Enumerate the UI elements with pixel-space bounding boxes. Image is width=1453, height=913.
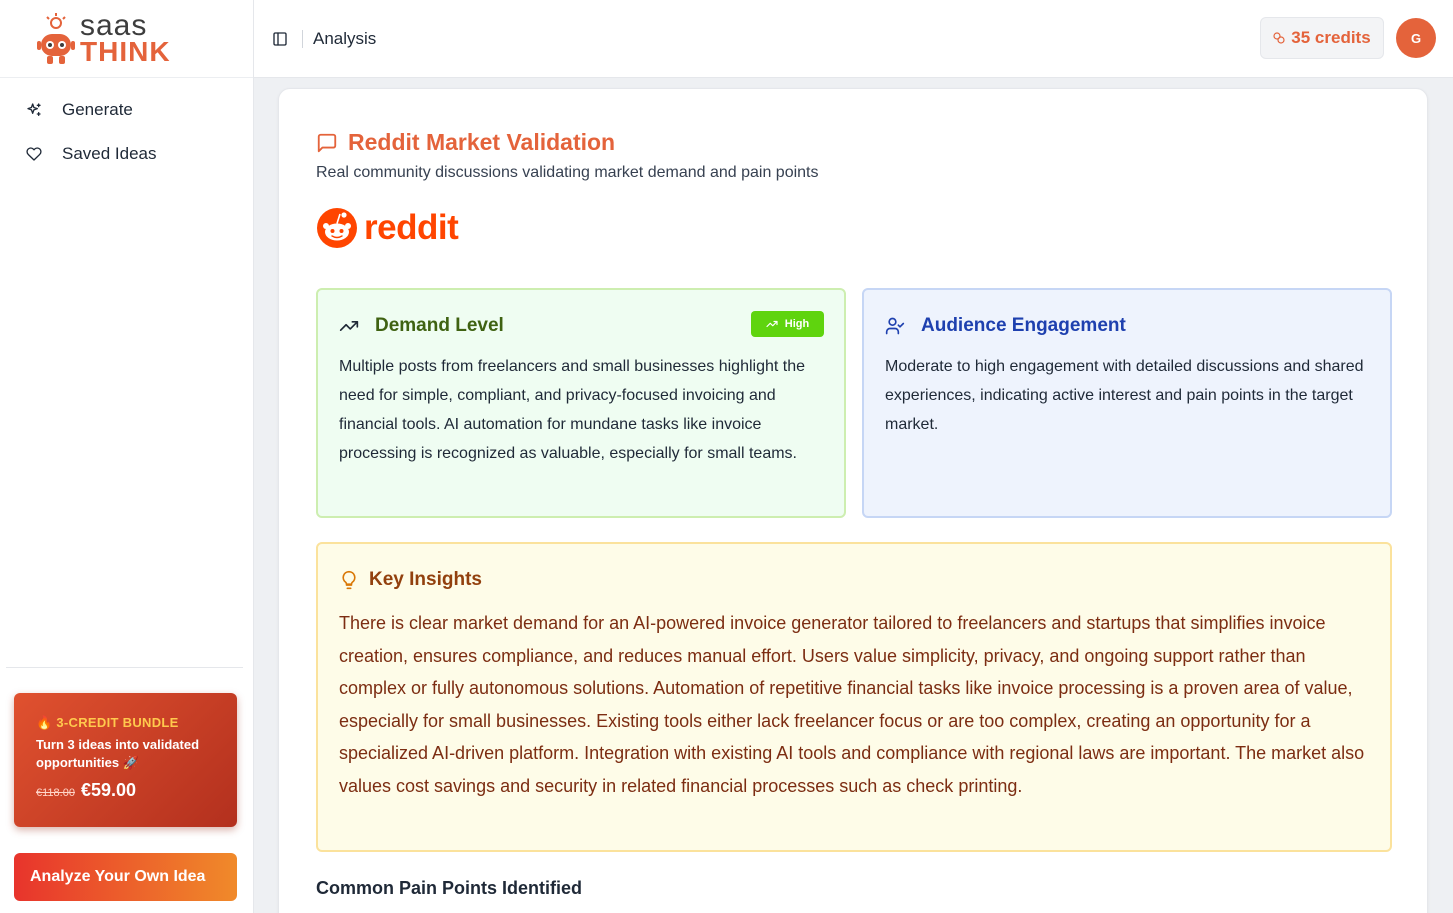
bundle-tag: 🔥 3-CREDIT BUNDLE <box>36 715 179 730</box>
trending-up-icon <box>339 316 359 336</box>
coins-icon <box>1273 32 1285 44</box>
demand-level-card <box>316 288 846 518</box>
sidebar-nav <box>0 78 253 176</box>
user-avatar[interactable]: G <box>1396 18 1436 58</box>
logo-text <box>80 8 171 67</box>
bundle-new-price: €59.00 <box>80 780 137 800</box>
user-check-icon <box>885 316 905 336</box>
breadcrumb: Analysis <box>313 28 377 48</box>
lightbulb-icon <box>339 570 359 590</box>
bundle-price <box>36 780 215 801</box>
demand-level-badge-label: High <box>784 318 810 330</box>
logo-line-2: THINK <box>80 35 171 67</box>
section-title <box>316 129 615 156</box>
header-separator <box>302 30 303 48</box>
sidebar-item-saved-ideas[interactable] <box>0 132 253 176</box>
demand-level-text: Multiple posts from freelancers and small businesses highlight the need for simple, compliant, and privacy-focused invoicing and financial tools. AI automation for mundane tasks like invoice processing is recognized as valuable, especially for small teams. <box>339 358 806 462</box>
reddit-icon <box>316 207 358 249</box>
sidebar-item-label: Generate <box>62 100 133 119</box>
robot-logo-icon <box>36 12 76 66</box>
reddit-wordmark: reddit <box>364 208 459 247</box>
audience-engagement-header <box>885 312 1369 340</box>
credits-button[interactable] <box>1260 17 1384 59</box>
sidebar-item-label: Saved Ideas <box>62 144 157 163</box>
reddit-logo <box>316 207 458 249</box>
key-insights-card <box>316 542 1392 852</box>
sidebar-item-generate[interactable] <box>0 88 253 132</box>
trending-up-icon <box>766 318 778 330</box>
key-insights-header <box>339 566 1369 594</box>
key-insights-text: There is clear market demand for an AI-powered invoice generator tailored to freelancers and startups that simplifies invoice creation, ensures compliance, and reduces manual effort. Users value simplicity, privacy, and ongoing support rather than complex or fully autonomous solutions. Automation of repetitive financial tasks like invoice processing is a proven area of value, especially for small businesses. Existing tools either lack freelancer focus or are too complex, creating an opportunity for a specialized AI-driven platform. Integration with existing AI tools and compliance with regional laws are important. The market also values cost savings and security in related financial processes such as check printing. <box>339 613 1365 796</box>
section-subtitle: Real community discussions validating market demand and pain points <box>316 164 819 181</box>
bundle-old-price: €118.00 <box>36 787 75 799</box>
top-header <box>254 0 1453 78</box>
pain-points-heading: Common Pain Points Identified <box>316 878 583 898</box>
credits-count: 35 credits <box>1291 28 1371 47</box>
sidebar <box>0 0 254 913</box>
audience-engagement-text: Moderate to high engagement with detailed discussions and shared experiences, indicating active interest and pain points in the target market. <box>885 358 1364 433</box>
credit-bundle-promo[interactable] <box>14 693 237 827</box>
sidebar-divider <box>6 667 243 668</box>
section-title-text: Reddit Market Validation <box>348 129 616 155</box>
key-insights-title: Key Insights <box>369 569 482 590</box>
sidebar-toggle-icon[interactable] <box>272 31 288 47</box>
analysis-card <box>278 88 1428 913</box>
analyze-own-idea-button[interactable]: Analyze Your Own Idea <box>14 853 237 901</box>
audience-engagement-title: Audience Engagement <box>921 315 1126 336</box>
logo[interactable] <box>0 0 253 78</box>
logo-line-1: saas <box>80 8 148 42</box>
demand-level-title: Demand Level <box>375 315 504 336</box>
demand-level-badge <box>751 311 824 337</box>
bundle-description: Turn 3 ideas into validated opportunities 🚀 <box>36 737 200 770</box>
audience-engagement-card <box>862 288 1392 518</box>
heart-icon <box>26 146 42 162</box>
sparkles-icon <box>26 102 42 118</box>
message-square-icon <box>316 132 338 154</box>
